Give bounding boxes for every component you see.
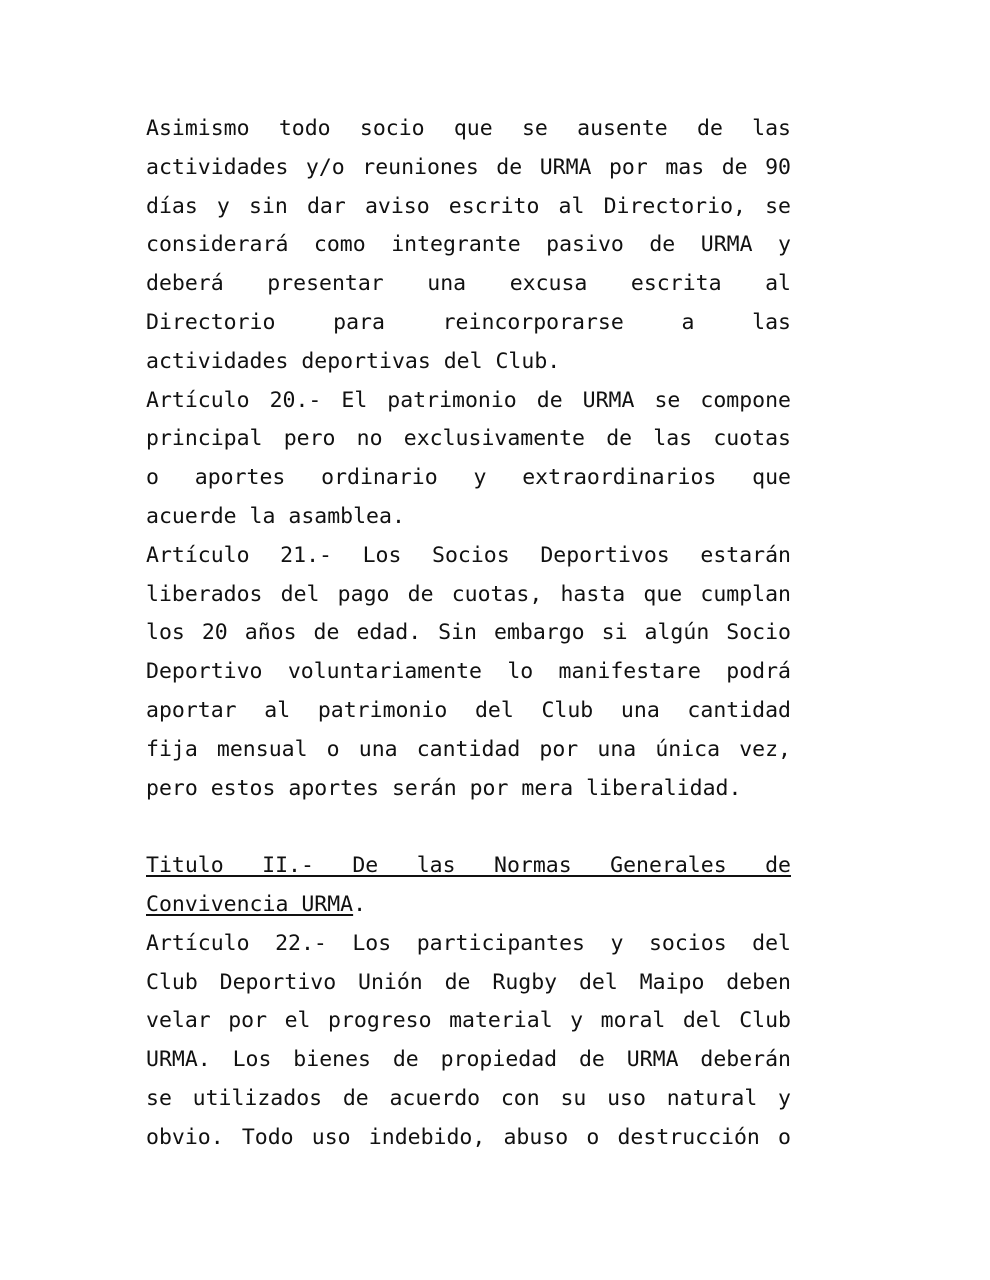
title-2-heading xyxy=(146,847,791,925)
heading-period: . xyxy=(353,891,367,917)
paragraph-socio-ausente xyxy=(146,110,791,382)
text-line: URMA. Los bienes de propiedad de URMA deberán xyxy=(146,1047,791,1073)
article-21 xyxy=(146,537,791,809)
document-body xyxy=(146,110,791,1158)
text-line: velar por el progreso material y moral del Club xyxy=(146,1008,791,1034)
text-line: fija mensual o una cantidad por una única vez, xyxy=(146,736,791,762)
heading-text: Convivencia URMA xyxy=(146,891,354,917)
text-line: Artículo 22.- Los participantes y socios del xyxy=(146,930,791,956)
text-line: liberados del pago de cuotas, hasta que cumplan xyxy=(146,581,791,607)
text-line: principal pero no exclusivamente de las cuotas xyxy=(146,426,791,452)
text-line: obvio. Todo uso indebido, abuso o destrucción o xyxy=(146,1124,791,1150)
text-line: acuerde la asamblea. xyxy=(146,503,405,529)
text-line: Artículo 20.- El patrimonio de URMA se compone xyxy=(146,387,791,413)
heading-line xyxy=(146,847,791,886)
heading-line xyxy=(146,886,791,925)
text-line: días y sin dar aviso escrito al Directorio, se xyxy=(146,193,791,219)
blank-line xyxy=(146,808,791,847)
text-line: considerará como integrante pasivo de URMA y xyxy=(146,232,791,258)
text-line: los 20 años de edad. Sin embargo si algún Socio xyxy=(146,620,791,646)
text-line: actividades deportivas del Club. xyxy=(146,348,561,374)
text-line: Directorio para reincorporarse a las xyxy=(146,309,791,335)
article-22 xyxy=(146,925,791,1158)
text-line: deberá presentar una excusa escrita al xyxy=(146,271,791,297)
text-line: Deportivo voluntariamente lo manifestare podrá xyxy=(146,659,791,685)
heading-text: Titulo II.- De las Normas Generales de xyxy=(146,853,791,879)
text-line: Club Deportivo Unión de Rugby del Maipo deben xyxy=(146,969,791,995)
text-line: pero estos aportes serán por mera liberalidad. xyxy=(146,775,742,801)
article-20 xyxy=(146,382,791,537)
text-line: se utilizados de acuerdo con su uso natural y xyxy=(146,1085,791,1111)
text-line: aportar al patrimonio del Club una cantidad xyxy=(146,697,791,723)
text-line: Artículo 21.- Los Socios Deportivos estarán xyxy=(146,542,791,568)
text-line: Asimismo todo socio que se ausente de las xyxy=(146,116,791,141)
text-line: o aportes ordinario y extraordinarios que xyxy=(146,465,791,491)
text-line: actividades y/o reuniones de URMA por mas de 90 xyxy=(146,154,791,180)
